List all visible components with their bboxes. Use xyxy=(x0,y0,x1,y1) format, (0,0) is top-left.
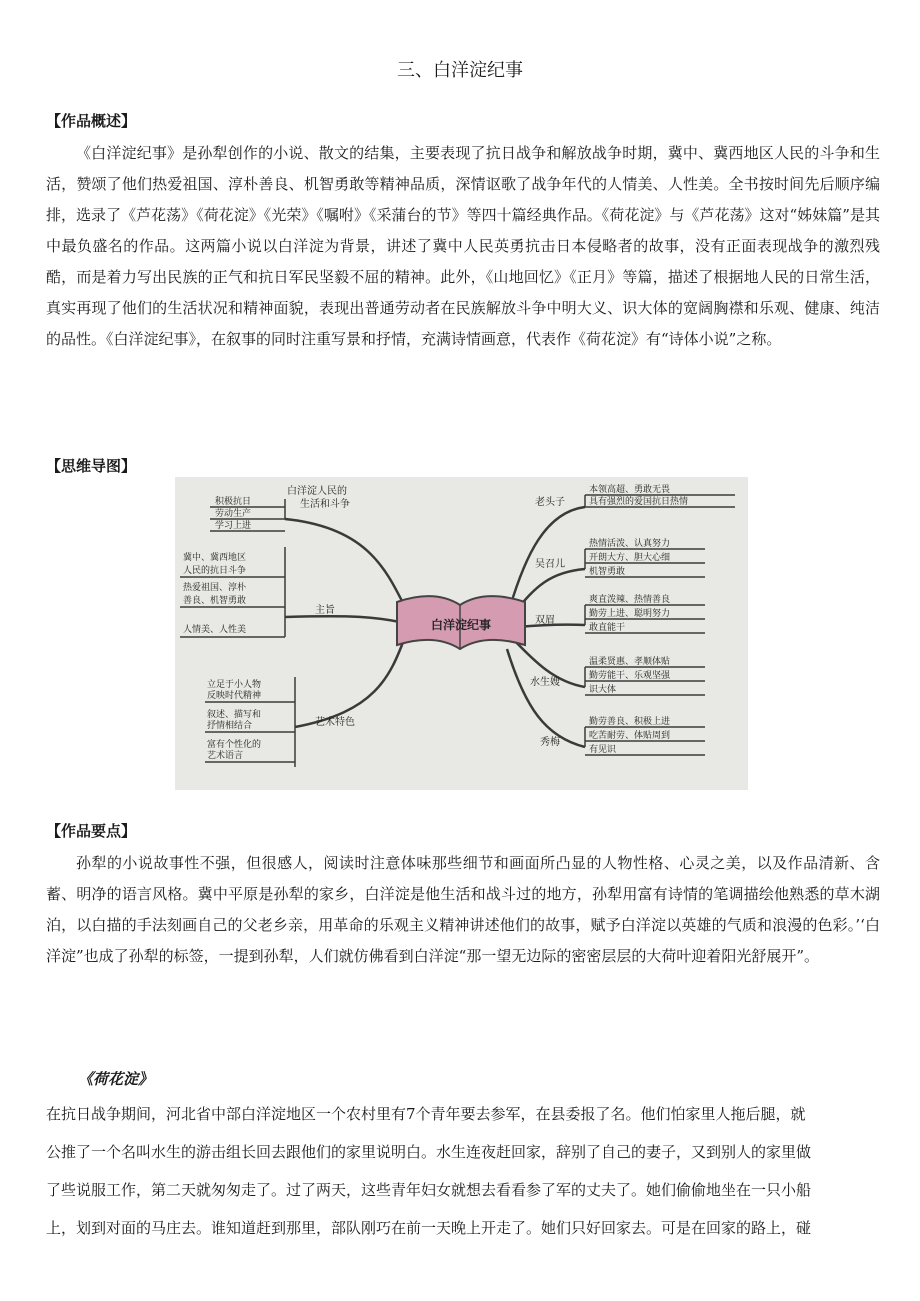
mind-left-3-item-3: 叙述、描写和 xyxy=(207,710,262,720)
mind-right-5-item-3: 有见识 xyxy=(589,745,617,755)
mind-left-1-label: 白洋淀人民的 xyxy=(287,486,347,497)
story-line-1: 在抗日战争期间，河北省中部白洋淀地区一个农村里有7个青年要去参军，在县委报了名。他们怕家里人拖后腿，就 xyxy=(46,1105,806,1123)
mind-right-4-item-3: 识大体 xyxy=(589,685,617,695)
mind-right-5-item-2: 吃苦耐劳、体贴周到 xyxy=(589,731,671,741)
mind-left-1-item-3: 学习上进 xyxy=(215,521,252,531)
mind-right-3-label: 双眉 xyxy=(535,615,555,626)
mind-left-3-label: 艺术特色 xyxy=(315,717,355,728)
mind-left-1-item-2: 劳动生产 xyxy=(215,509,252,519)
mindmap-image xyxy=(175,477,748,790)
story-line-4: 上，划到对面的马庄去。谁知道赶到那里，部队刚巧在前一天晚上开走了。她们只好回家去。可是在回家的路上，碰 xyxy=(46,1219,812,1237)
mind-right-3-item-2: 勤劳上进、聪明努力 xyxy=(589,609,671,619)
mind-right-4-item-1: 温柔贤惠、孝顺体贴 xyxy=(589,657,671,667)
page-title: 三、白洋淀纪事 xyxy=(397,60,523,81)
overview-heading: 【作品概述】 xyxy=(46,112,137,130)
points-heading: 【作品要点】 xyxy=(46,822,137,840)
mind-right-3-item-3: 敢直能干 xyxy=(589,623,626,633)
mind-left-2-item-2: 人民的抗日斗争 xyxy=(183,566,247,576)
mind-left-3-item-2: 反映时代精神 xyxy=(207,691,262,701)
mind-left-3-item-1: 立足于小人物 xyxy=(207,680,262,690)
mind-right-5-label: 秀梅 xyxy=(540,737,560,748)
story-line-2: 公推了一个名叫水生的游击组长回去跟他们的家里说明白。水生连夜赶回家，辞别了自己的妻子，又到别人的家里做 xyxy=(46,1143,812,1161)
mind-left-2-item-1: 冀中、冀西地区 xyxy=(183,553,247,563)
mind-right-2-item-2: 开朗大方、胆大心细 xyxy=(589,553,671,563)
mind-left-3-item-6: 艺术语言 xyxy=(207,751,244,761)
mind-right-5-item-1: 勤劳善良、积极上进 xyxy=(589,717,671,727)
mind-right-2-item-3: 机智勇敢 xyxy=(589,567,626,577)
mind-right-1-label: 老头子 xyxy=(535,497,565,508)
mind-left-2-item-4: 善良、机智勇敢 xyxy=(183,596,247,606)
mindmap-heading: 【思维导图】 xyxy=(46,457,137,475)
mind-right-2-label: 吴召儿 xyxy=(535,559,565,570)
overview-paragraph: 《白洋淀纪事》是孙犁创作的小说、散文的结集，主要表现了抗日战争和解放战争时期，冀中、冀西地区人民的斗争和生活，赞颂了他们热爱祖国、淳朴善良、机智勇敢等精神品质，深情讴歌了战争年代的人情美、人性美。全书按时间先后顺序编排，选录了《芦花荡》《荷花淀》《光荣》《嘱咐》《采蒲台的节》等四十篇经典作品。《荷花淀》与《芦花荡》这对“姊妹篇”是其中最负盛名的作品。这两篇小说以白洋淀为背景，讲述了冀中人民英勇抗击日本侵略者的故事，没有正面表现战争的激烈残酷，而是着力写出民族的正气和抗日军民坚毅不屈的精神。此外，《山地回忆》《正月》等篇，描述了根据地人民的日常生活，真实再现了他们的生活状况和精神面貌，表现出普通劳动者在民族解放斗争中明大义、识大体的宽阔胸襟和乐观、健康、纯洁的品性。《白洋淀纪事》，在叙事的同时注重写景和抒情，充满诗情画意，代表作《荷花淀》有“诗体小说”之称。 xyxy=(46,144,880,348)
mindmap-center-label: 白洋淀纪事 xyxy=(430,618,492,632)
mind-left-2-item-3: 热爱祖国、淳朴 xyxy=(183,583,247,593)
mind-left-1-label2: 生活和斗争 xyxy=(300,499,350,510)
mind-right-1-item-1: 本领高超、勇敢无畏 xyxy=(589,485,671,495)
mind-right-4-label: 水生嫂 xyxy=(530,677,560,688)
mindmap-svg xyxy=(175,477,748,790)
story-title: 《荷花淀》 xyxy=(78,1070,154,1088)
mind-right-3-item-1: 爽直泼辣、热情善良 xyxy=(589,595,671,605)
mind-left-2-item-5: 人情美、人性美 xyxy=(183,625,247,635)
mind-left-2-label: 主旨 xyxy=(315,605,335,616)
mind-left-3-item-4: 抒情相结合 xyxy=(207,721,253,731)
mind-right-1-item-2: 具有强烈的爱国抗日热情 xyxy=(589,497,689,507)
mind-left-3-item-5: 富有个性化的 xyxy=(207,740,262,750)
book-center xyxy=(397,596,525,649)
mind-left-1-item-1: 积极抗日 xyxy=(215,497,252,507)
mind-right-4-item-2: 勤劳能干、乐观坚强 xyxy=(589,671,671,681)
story-line-3: 了些说服工作，第二天就匆匆走了。过了两天，这些青年妇女就想去看看参了军的丈夫了。她们偷偷地坐在一只小船 xyxy=(46,1181,812,1199)
mind-right-2-item-1: 热情活泼、认真努力 xyxy=(589,539,671,549)
points-paragraph: 孙犁的小说故事性不强，但很感人，阅读时注意体味那些细节和画面所凸显的人物性格、心灵之美，以及作品清新、含蓄、明净的语言风格。冀中平原是孙犁的家乡，白洋淀是他生活和战斗过的地方，孙犁用富有诗情的笔调描绘他熟悉的草木湖泊，以白描的手法刻画自己的父老乡亲，用革命的乐观主义精神讲述他们的故事，赋予白洋淀以英雄的气质和浪漫的色彩。’‘白洋淀”也成了孙犁的标签，一提到孙犁，人们就仿佛看到白洋淀“那一望无边际的密密层层的大荷叶迎着阳光舒展开”。 xyxy=(46,854,880,965)
